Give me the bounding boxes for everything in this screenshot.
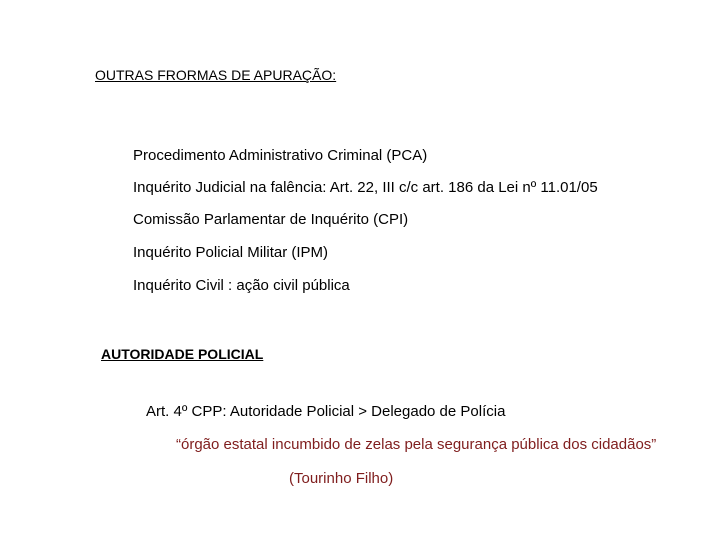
list-item-inquerito-civil: Inquérito Civil : ação civil pública (133, 277, 350, 294)
list-item-inquerito-judicial: Inquérito Judicial na falência: Art. 22, III c/c art. 186 da Lei nº 11.01/05 (133, 179, 598, 196)
section-title-outras-formas: OUTRAS FRORMAS DE APURAÇÃO: (95, 67, 337, 83)
quote-text: “órgão estatal incumbido de zelas pela segurança pública dos cidadãos” (176, 436, 657, 453)
list-item-cpi: Comissão Parlamentar de Inquérito (CPI) (133, 211, 409, 228)
quote-author: (Tourinho Filho) (289, 470, 394, 487)
list-item-ipm: Inquérito Policial Militar (IPM) (133, 244, 329, 261)
section-title-autoridade-policial: AUTORIDADE POLICIAL (101, 346, 264, 362)
list-item-pca: Procedimento Administrativo Criminal (PCA) (133, 147, 428, 164)
article-text: Art. 4º CPP: Autoridade Policial > Delegado de Polícia (146, 403, 506, 420)
